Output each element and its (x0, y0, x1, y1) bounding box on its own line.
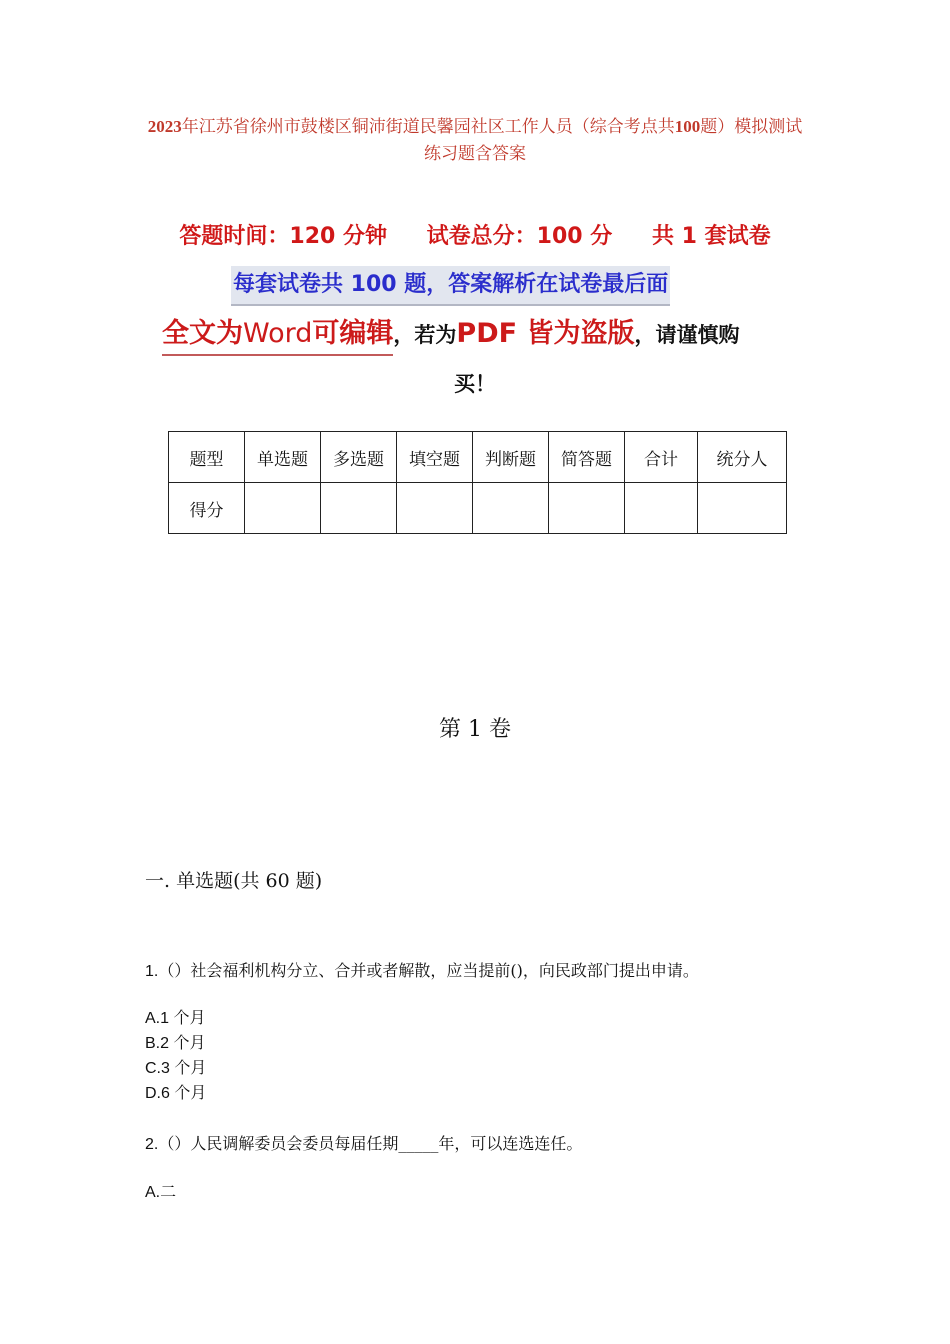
table-cell (321, 483, 397, 534)
volume-title: 第 1 卷 (439, 717, 511, 742)
title-year: 2023 (147, 117, 182, 136)
exam-set-count: 共 1 套试卷 (651, 224, 771, 249)
option-item: C.3 个月 (145, 1060, 207, 1077)
table-cell: 得分 (169, 483, 245, 534)
question-1-options (145, 1006, 206, 1106)
table-cell (245, 483, 321, 534)
pdf-piracy-note: PDF 皆为盗版 (456, 318, 635, 349)
title-main: 年江苏省徐州市鼓楼区铜沛街道民馨园社区工作人员（综合考点共 (181, 117, 675, 137)
copyright-warning-end: 买！ (454, 372, 496, 396)
document-title (140, 113, 810, 168)
table-cell (625, 483, 698, 534)
option-item: D.6 个月 (145, 1085, 207, 1102)
title-end: 题）模拟测试练习题含答案 (424, 117, 803, 164)
option-item: A.1 个月 (145, 1010, 206, 1027)
table-cell: 简答题 (549, 432, 625, 483)
table-cell: 判断题 (473, 432, 549, 483)
table-cell (549, 483, 625, 534)
table-cell: 合计 (625, 432, 698, 483)
score-table-header-row (169, 432, 787, 483)
exam-total-score: 试卷总分：100 分 (426, 224, 613, 249)
word-editable-note: 全文为Word可编辑 (162, 311, 393, 356)
question-2-options (145, 1180, 176, 1205)
option-item: B.2 个月 (145, 1035, 206, 1052)
option-item: A.二 (145, 1184, 177, 1201)
table-cell (397, 483, 473, 534)
question-2: 2.（）人民调解委员会委员每届任期_____年，可以连选连任。 (145, 1134, 583, 1153)
table-cell: 单选题 (245, 432, 321, 483)
score-table-score-row (169, 483, 787, 534)
table-cell (698, 483, 787, 534)
score-table (168, 431, 787, 534)
section-title: 一. 单选题(共 60 题) (145, 870, 323, 892)
exam-info (0, 219, 950, 250)
table-cell: 填空题 (397, 432, 473, 483)
question-1: 1.（）社会福利机构分立、合并或者解散，应当提前()，向民政部门提出申请。 (145, 961, 699, 980)
table-cell (473, 483, 549, 534)
table-cell: 题型 (169, 432, 245, 483)
copyright-warning: 全文为Word可编辑，若为PDF 皆为盗版，请谨慎购 (162, 311, 802, 356)
title-count: 100 (674, 117, 701, 136)
answer-notice: 每套试卷共 100 题，答案解析在试卷最后面 (231, 266, 670, 306)
table-cell: 统分人 (698, 432, 787, 483)
exam-time: 答题时间：120 分钟 (179, 224, 387, 249)
table-cell: 多选题 (321, 432, 397, 483)
